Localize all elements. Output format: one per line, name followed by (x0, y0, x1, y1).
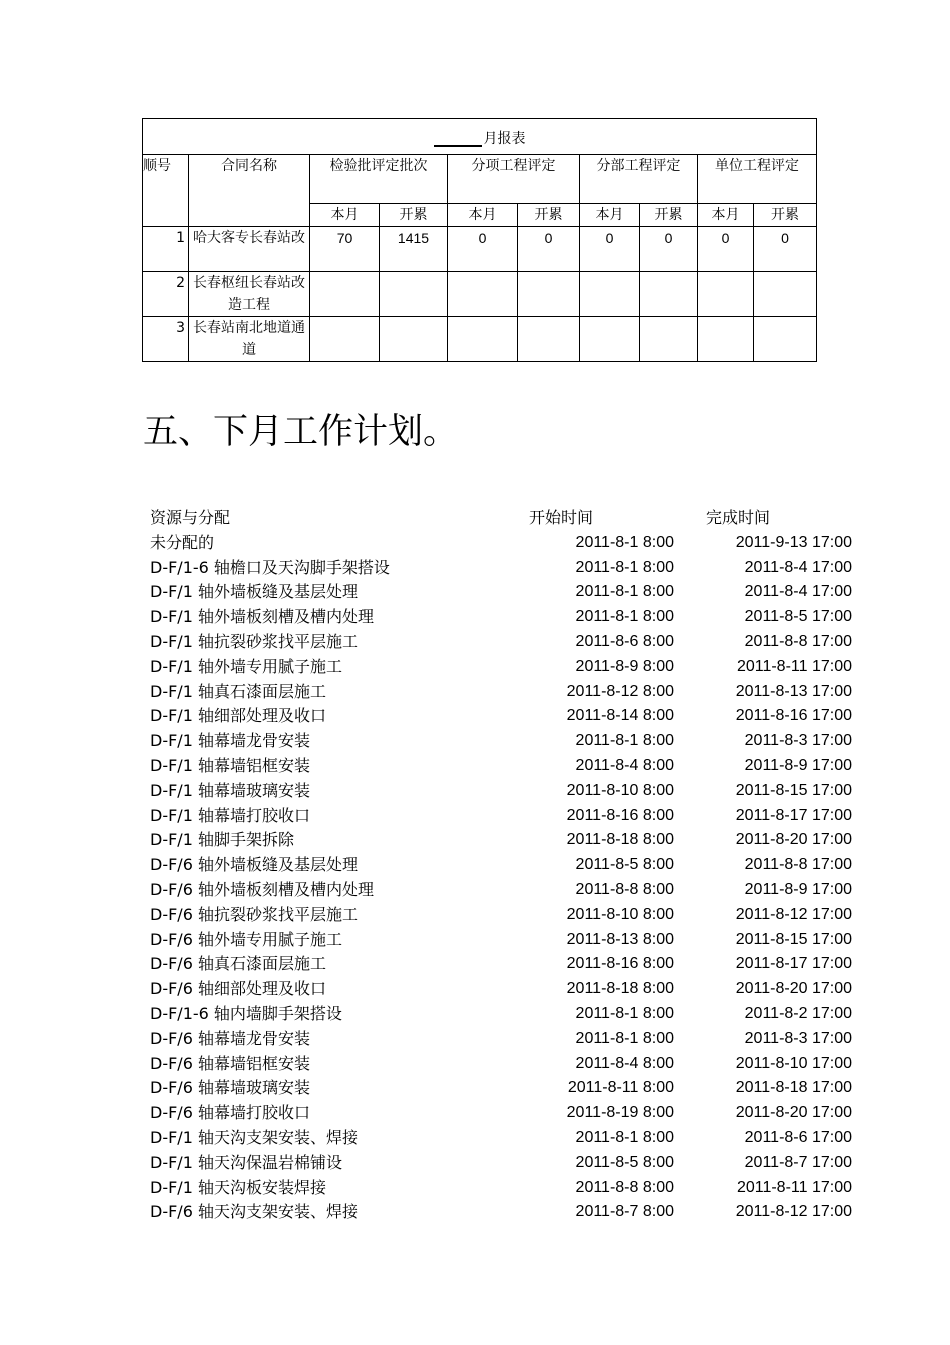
plan-task: D-F/6 轴真石漆面层施工 (150, 954, 326, 974)
subheader-this-month: 本月 (310, 204, 380, 227)
plan-task: 未分配的 (150, 532, 215, 552)
plan-task: D-F/1-6 轴檐口及天沟脚手架搭设 (150, 557, 390, 577)
plan-row (150, 531, 854, 556)
report-value-cell (310, 317, 380, 362)
plan-start-time: 2011-8-1 8:00 (575, 1004, 674, 1022)
plan-header-end: 完成时间 (706, 508, 771, 527)
plan-row (150, 754, 854, 779)
plan-end-time: 2011-8-12 17:00 (735, 905, 852, 923)
contract-name: 哈大客专长春站改 (189, 227, 310, 272)
plan-task: D-F/1 轴幕墙铝框安装 (150, 755, 310, 775)
plan-start-time: 2011-8-6 8:00 (575, 632, 674, 650)
plan-row (150, 1027, 854, 1052)
plan-task: D-F/1 轴天沟保温岩棉铺设 (150, 1152, 342, 1172)
subheader-this-month: 本月 (580, 204, 640, 227)
report-body (143, 227, 817, 362)
plan-end-time: 2011-8-10 17:00 (735, 1054, 852, 1072)
report-value-cell (698, 272, 754, 317)
subheader-cumulative: 开累 (754, 204, 817, 227)
plan-start-time: 2011-8-1 8:00 (575, 558, 674, 576)
plan-end-time: 2011-8-3 17:00 (744, 732, 852, 750)
report-title-cell (143, 119, 817, 155)
plan-task: D-F/6 轴外墙专用腻子施工 (150, 929, 342, 949)
report-value-cell (448, 272, 518, 317)
plan-row (150, 1126, 854, 1151)
plan-task: D-F/6 轴细部处理及收口 (150, 979, 326, 999)
plan-task: D-F/1-6 轴内墙脚手架搭设 (150, 1003, 342, 1023)
plan-row (150, 1151, 854, 1176)
work-plan-list (150, 506, 854, 1225)
plan-row (150, 580, 854, 605)
report-value-cell: 0 (518, 227, 580, 272)
plan-start-time: 2011-8-1 8:00 (575, 583, 674, 601)
plan-start-time: 2011-8-10 8:00 (566, 905, 674, 923)
contract-name: 长春站南北地道通道 (189, 317, 310, 362)
plan-start-time: 2011-8-11 8:00 (567, 1079, 674, 1097)
plan-start-time: 2011-8-1 8:00 (575, 732, 674, 750)
plan-end-time: 2011-8-13 17:00 (735, 682, 852, 700)
plan-task: D-F/6 轴天沟支架安装、焊接 (150, 1202, 358, 1222)
plan-end-time: 2011-8-16 17:00 (735, 707, 852, 725)
plan-start-time: 2011-8-16 8:00 (566, 806, 674, 824)
plan-end-time: 2011-8-18 17:00 (735, 1079, 852, 1097)
plan-end-time: 2011-8-15 17:00 (735, 781, 852, 799)
plan-task: D-F/1 轴细部处理及收口 (150, 706, 326, 726)
plan-task: D-F/1 轴幕墙玻璃安装 (150, 780, 310, 800)
report-value-cell: 0 (698, 227, 754, 272)
plan-start-time: 2011-8-12 8:00 (566, 682, 674, 700)
plan-row (150, 928, 854, 953)
plan-start-time: 2011-8-5 8:00 (575, 1153, 674, 1171)
plan-task: D-F/6 轴幕墙铝框安装 (150, 1053, 310, 1073)
plan-start-time: 2011-8-16 8:00 (566, 955, 674, 973)
plan-end-time: 2011-8-5 17:00 (744, 608, 852, 626)
plan-row (150, 878, 854, 903)
plan-row (150, 1200, 854, 1225)
plan-row (150, 1101, 854, 1126)
plan-end-time: 2011-9-13 17:00 (735, 533, 852, 551)
plan-row (150, 903, 854, 928)
header-group-inspection: 检验批评定批次 (310, 155, 448, 204)
plan-start-time: 2011-8-13 8:00 (566, 930, 674, 948)
plan-end-time: 2011-8-17 17:00 (735, 806, 852, 824)
header-seq: 顺号 (143, 155, 189, 227)
report-value-cell: 70 (310, 227, 380, 272)
report-value-cell (448, 317, 518, 362)
plan-task: D-F/6 轴幕墙打胶收口 (150, 1103, 310, 1123)
subheader-cumulative: 开累 (518, 204, 580, 227)
plan-row (150, 952, 854, 977)
plan-start-time: 2011-8-8 8:00 (575, 880, 674, 898)
plan-row (150, 1176, 854, 1201)
plan-task: D-F/1 轴天沟板安装焊接 (150, 1177, 326, 1197)
plan-end-time: 2011-8-6 17:00 (744, 1128, 852, 1146)
row-number: 3 (143, 317, 189, 362)
report-value-cell (310, 272, 380, 317)
plan-row (150, 680, 854, 705)
plan-start-time: 2011-8-19 8:00 (566, 1104, 674, 1122)
plan-task: D-F/1 轴外墙板刻槽及槽内处理 (150, 607, 374, 627)
plan-start-time: 2011-8-10 8:00 (566, 781, 674, 799)
plan-row (150, 853, 854, 878)
header-group-unit: 单位工程评定 (698, 155, 817, 204)
plan-row (150, 1002, 854, 1027)
report-value-cell (580, 272, 640, 317)
row-number: 2 (143, 272, 189, 317)
plan-end-time: 2011-8-12 17:00 (735, 1203, 852, 1221)
plan-start-time: 2011-8-5 8:00 (575, 856, 674, 874)
plan-row (150, 556, 854, 581)
plan-end-time: 2011-8-4 17:00 (744, 558, 852, 576)
plan-end-time: 2011-8-20 17:00 (735, 1104, 852, 1122)
plan-row (150, 605, 854, 630)
plan-start-time: 2011-8-14 8:00 (566, 707, 674, 725)
report-value-cell (698, 317, 754, 362)
plan-end-time: 2011-8-11 17:00 (736, 1178, 852, 1196)
plan-task: D-F/1 轴抗裂砂浆找平层施工 (150, 631, 358, 651)
plan-task: D-F/1 轴幕墙打胶收口 (150, 805, 310, 825)
plan-task: D-F/1 轴外墙专用腻子施工 (150, 656, 342, 676)
plan-start-time: 2011-8-8 8:00 (575, 1178, 674, 1196)
plan-end-time: 2011-8-20 17:00 (735, 831, 852, 849)
report-value-cell (380, 317, 448, 362)
plan-start-time: 2011-8-18 8:00 (566, 831, 674, 849)
plan-task: D-F/6 轴幕墙龙骨安装 (150, 1028, 310, 1048)
plan-row (150, 828, 854, 853)
plan-row (150, 630, 854, 655)
report-row (143, 227, 817, 272)
title-blank-underline (434, 123, 482, 147)
plan-row (150, 1076, 854, 1101)
plan-start-time: 2011-8-1 8:00 (575, 1029, 674, 1047)
plan-start-time: 2011-8-1 8:00 (575, 533, 674, 551)
report-value-cell: 0 (580, 227, 640, 272)
plan-row (150, 729, 854, 754)
plan-task: D-F/1 轴真石漆面层施工 (150, 681, 326, 701)
plan-task: D-F/6 轴抗裂砂浆找平层施工 (150, 904, 358, 924)
plan-end-time: 2011-8-15 17:00 (735, 930, 852, 948)
report-value-cell (754, 317, 817, 362)
plan-task: D-F/6 轴幕墙玻璃安装 (150, 1078, 310, 1098)
report-row (143, 272, 817, 317)
plan-start-time: 2011-8-18 8:00 (566, 980, 674, 998)
plan-end-time: 2011-8-7 17:00 (744, 1153, 852, 1171)
plan-row (150, 655, 854, 680)
plan-end-time: 2011-8-2 17:00 (744, 1004, 852, 1022)
plan-end-time: 2011-8-3 17:00 (744, 1029, 852, 1047)
plan-task: D-F/6 轴外墙板缝及基层处理 (150, 855, 358, 875)
report-value-cell (518, 272, 580, 317)
report-value-cell: 0 (640, 227, 698, 272)
report-value-cell (640, 317, 698, 362)
report-value-cell: 0 (754, 227, 817, 272)
plan-end-time: 2011-8-11 17:00 (736, 657, 852, 675)
plan-end-time: 2011-8-8 17:00 (744, 856, 852, 874)
plan-start-time: 2011-8-7 8:00 (575, 1203, 674, 1221)
plan-task: D-F/6 轴外墙板刻槽及槽内处理 (150, 879, 374, 899)
row-number: 1 (143, 227, 189, 272)
plan-start-time: 2011-8-1 8:00 (575, 1128, 674, 1146)
plan-end-time: 2011-8-20 17:00 (735, 980, 852, 998)
plan-start-time: 2011-8-9 8:00 (575, 657, 674, 675)
report-value-cell (380, 272, 448, 317)
plan-end-time: 2011-8-9 17:00 (744, 756, 852, 774)
plan-row (150, 779, 854, 804)
report-value-cell: 0 (448, 227, 518, 272)
plan-body (150, 531, 854, 1225)
plan-end-time: 2011-8-4 17:00 (744, 583, 852, 601)
plan-row (150, 977, 854, 1002)
subheader-this-month: 本月 (698, 204, 754, 227)
report-value-cell (754, 272, 817, 317)
plan-header-task: 资源与分配 (150, 508, 231, 527)
plan-start-time: 2011-8-1 8:00 (575, 608, 674, 626)
subheader-this-month: 本月 (448, 204, 518, 227)
plan-start-time: 2011-8-4 8:00 (575, 756, 674, 774)
plan-end-time: 2011-8-9 17:00 (744, 880, 852, 898)
plan-row (150, 704, 854, 729)
header-contract: 合同名称 (189, 155, 310, 227)
report-row (143, 317, 817, 362)
plan-end-time: 2011-8-8 17:00 (744, 632, 852, 650)
monthly-report-table (142, 118, 817, 362)
plan-task: D-F/1 轴幕墙龙骨安装 (150, 731, 310, 751)
plan-end-time: 2011-8-17 17:00 (735, 955, 852, 973)
plan-task: D-F/1 轴天沟支架安装、焊接 (150, 1127, 358, 1147)
section-heading: 五、下月工作计划。 (143, 412, 459, 452)
plan-task: D-F/1 轴脚手架拆除 (150, 830, 294, 850)
contract-name: 长春枢纽长春站改造工程 (189, 272, 310, 317)
report-value-cell (580, 317, 640, 362)
header-group-division: 分部工程评定 (580, 155, 698, 204)
report-value-cell (518, 317, 580, 362)
report-value-cell (640, 272, 698, 317)
header-group-subitem: 分项工程评定 (448, 155, 580, 204)
plan-task: D-F/1 轴外墙板缝及基层处理 (150, 582, 358, 602)
subheader-cumulative: 开累 (380, 204, 448, 227)
subheader-cumulative: 开累 (640, 204, 698, 227)
plan-start-time: 2011-8-4 8:00 (575, 1054, 674, 1072)
report-title: 月报表 (483, 131, 526, 147)
plan-row (150, 804, 854, 829)
report-value-cell: 1415 (380, 227, 448, 272)
plan-header-start: 开始时间 (529, 508, 594, 527)
plan-header-row (150, 506, 854, 531)
plan-row (150, 1052, 854, 1077)
